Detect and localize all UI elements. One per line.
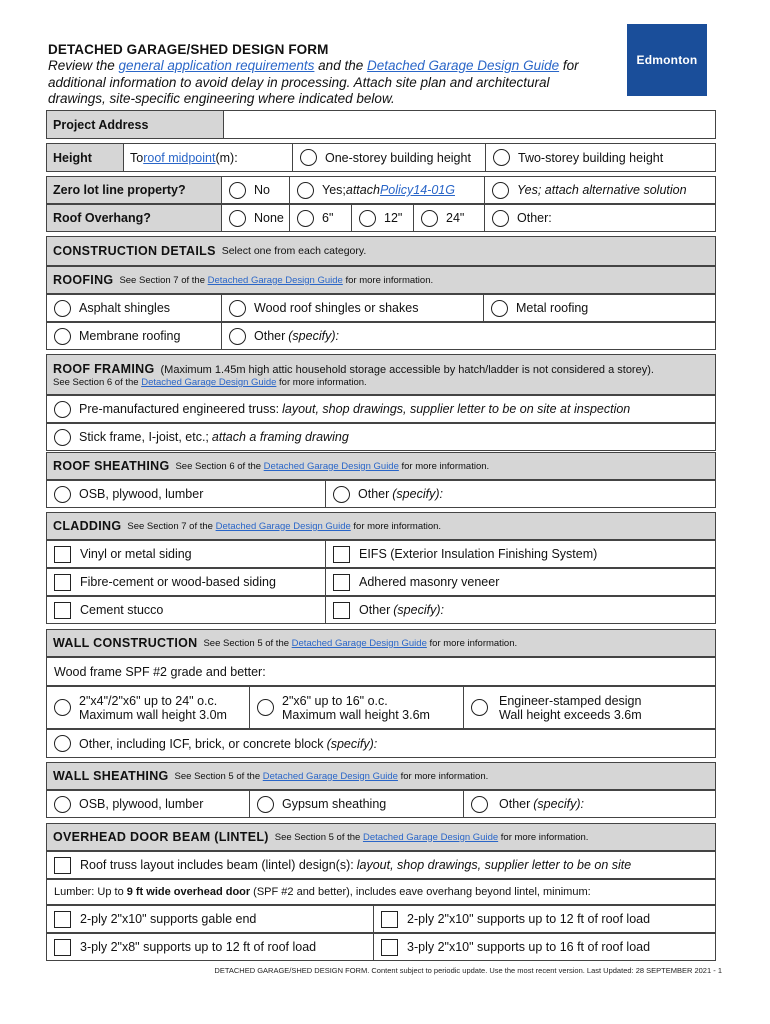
roofing-note [119,275,433,286]
framing-title: ROOF FRAMING [53,362,155,376]
zero-lot-yes-policy-option[interactable] [290,177,485,203]
cladding-other-option[interactable] [326,597,715,623]
height-row [46,143,716,172]
roofing-note-pre: See Section 7 of the [119,274,208,286]
wall-note-pre: See Section 5 of the [203,637,292,649]
wood-shingles-option[interactable] [222,295,484,321]
zero-lot-label: Zero lot line property? [47,177,222,203]
roof-sheathing-note-post: for more information. [398,460,490,472]
construction-details-header [46,236,716,266]
lintel-note [275,832,589,843]
general-requirements-link[interactable]: general application requirements [118,58,315,73]
one-storey-label: One-storey building height [325,150,471,165]
wall-sheathing-note-pre: See Section 5 of the [174,770,263,782]
checkbox-icon[interactable] [54,574,71,591]
wall-engineered-line1: Engineer-stamped design [499,693,642,708]
cladding-header [46,512,716,540]
radio-icon[interactable] [54,300,71,317]
lintel-3ply-16ft-option[interactable] [374,934,715,960]
wall-2x6-option[interactable] [250,687,464,728]
wood-shingles-label: Wood roof shingles or shakes [254,301,419,315]
checkbox-icon[interactable] [54,857,71,874]
wall-construction-note [203,638,517,649]
radio-icon[interactable] [54,699,71,716]
overhang-none-option[interactable] [222,205,290,231]
vinyl-siding-option[interactable] [47,541,326,567]
checkbox-icon[interactable] [381,939,398,956]
construction-note: Select one from each category. [221,245,367,257]
project-address-label: Project Address [47,111,224,138]
lintel-guide-link[interactable]: Detached Garage Design Guide [362,831,499,843]
wall-osb-option[interactable] [47,791,250,817]
roof-sheathing-note [175,461,489,472]
one-storey-option[interactable] [293,144,486,171]
lintel-2ply-gable-label: 2-ply 2"x10" supports gable end [80,912,257,926]
wall-engineered-line2: Wall height exceeds 3.6m [499,707,642,722]
two-storey-label: Two-storey building height [518,150,664,165]
checkbox-icon[interactable] [54,911,71,928]
form-instructions [48,58,608,108]
gypsum-label: Gypsum sheathing [282,797,387,811]
lintel-truss-row [46,851,716,879]
lumber-note-a: Lumber: Up to [54,886,124,898]
cladding-row-1 [46,540,716,568]
checkbox-icon[interactable] [333,602,350,619]
radio-icon[interactable] [493,149,510,166]
framing-row-1 [46,395,716,423]
height-unit: (m): [215,150,238,165]
zero-lot-no-option[interactable] [222,177,290,203]
stick-frame-note: attach a framing drawing [211,430,349,444]
engineered-truss-option[interactable] [47,396,630,422]
truss-lintel-label: Roof truss layout includes beam (lintel) design(s): [80,858,354,872]
wall-sheathing-other-specify: (specify): [533,797,584,811]
roofing-title: ROOFING [53,273,114,287]
wall-options-row [46,686,716,729]
roof-sheathing-guide-link[interactable]: Detached Garage Design Guide [263,460,399,472]
lintel-3ply-16ft-label: 3-ply 2"x10" supports up to 16 ft of roof load [407,940,651,954]
stick-frame-label: Stick frame, I-joist, etc.; [79,430,209,444]
radio-icon[interactable] [229,328,246,345]
checkbox-icon[interactable] [54,939,71,956]
roofing-row-2 [46,322,716,350]
overhang-other-label: Other: [517,211,552,225]
radio-icon[interactable] [54,429,71,446]
wall-2x6-line1: 2"x6" up to 16" o.c. [282,693,388,708]
two-storey-option[interactable] [486,144,715,171]
cement-stucco-label: Cement stucco [80,603,164,617]
wall-sheathing-note-post: for more information. [397,770,489,782]
radio-icon[interactable] [471,796,488,813]
wall-sheathing-row [46,790,716,818]
overhang-label: Roof Overhang? [47,205,222,231]
overhang-24-label: 24" [446,211,465,225]
page-footer: DETACHED GARAGE/SHED DESIGN FORM. Content subject to periodic update. Use the most recent version. Last Updated: 28 SEPTEMBER 2021 - 1 [214,966,722,975]
asphalt-shingles-option[interactable] [47,295,222,321]
radio-icon[interactable] [297,182,314,199]
wall-sheathing-note [175,771,489,782]
cladding-guide-link[interactable]: Detached Garage Design Guide [215,520,351,532]
lintel-title: OVERHEAD DOOR BEAM (LINTEL) [53,830,269,844]
cladding-title: CLADDING [53,519,122,533]
overhang-other-option[interactable] [485,205,715,231]
framing-guide-note [53,377,367,388]
wall-sheathing-header [46,762,716,790]
metal-roofing-option[interactable] [484,295,715,321]
radio-icon[interactable] [54,401,71,418]
lumber-note-row [46,879,716,905]
wall-osb-label: OSB, plywood, lumber [79,797,204,811]
zero-lot-yes-text: Yes; [322,183,346,197]
overhang-6-option[interactable] [290,205,352,231]
wall-subheader [46,657,716,686]
stick-frame-option[interactable] [47,424,349,450]
radio-icon[interactable] [359,210,376,227]
zero-lot-attach-text: attach [345,183,380,197]
radio-icon[interactable] [300,149,317,166]
wall-note-post: for more information. [426,637,518,649]
radio-icon[interactable] [54,328,71,345]
wall-other-specify: (specify): [326,736,378,751]
wall-sheathing-other-label: Other [499,797,531,811]
cladding-note [127,521,441,532]
gypsum-option[interactable] [250,791,464,817]
lintel-note-pre: See Section 5 of the [274,831,363,843]
framing-note: (Maximum 1.45m high attic household storage accessible by hatch/ladder is not considered a storey). [160,364,654,376]
lintel-2ply-gable-option[interactable] [47,906,374,932]
height-to: To [130,150,144,165]
instr-text-2: and the [314,58,367,73]
lintel-2ply-12ft-label: 2-ply 2"x10" supports up to 12 ft of roof load [407,912,651,926]
overhang-none-label: None [254,211,284,225]
radio-icon[interactable] [229,182,246,199]
overhang-row [46,204,716,232]
zero-lot-yes-alt-option[interactable] [485,177,715,203]
cladding-other-specify: (specify): [393,603,444,617]
roof-osb-option[interactable] [47,481,326,507]
project-address-row [46,110,716,139]
roofing-other-option[interactable] [222,323,715,349]
zero-lot-row [46,176,716,204]
membrane-roofing-label: Membrane roofing [79,329,181,343]
wall-2x4-line1: 2"x4"/2"x6" up to 24" o.c. [79,693,218,708]
roof-sheathing-other-option[interactable] [326,481,715,507]
roofing-other-label: Other [254,329,286,343]
wall-construction-title: WALL CONSTRUCTION [53,636,198,650]
radio-icon[interactable] [229,300,246,317]
eifs-option[interactable] [326,541,715,567]
policy-link[interactable]: Policy14-01G [379,183,455,197]
construction-title: CONSTRUCTION DETAILS [53,244,216,258]
wall-2x4-line2: Maximum wall height 3.0m [79,707,227,722]
roofing-row-1 [46,294,716,322]
lintel-row-2 [46,933,716,961]
overhang-6-label: 6" [322,211,334,225]
truss-lintel-note: layout, shop drawings, supplier letter to be on site [356,858,632,872]
roofing-note-post: for more information. [342,274,434,286]
engineered-truss-label: Pre-manufactured engineered truss: [79,402,280,416]
cladding-note-pre: See Section 7 of the [127,520,216,532]
form-title: DETACHED GARAGE/SHED DESIGN FORM [48,42,329,57]
wood-frame-text: Wood frame SPF #2 grade and better: [54,664,266,679]
roof-osb-label: OSB, plywood, lumber [79,487,204,501]
checkbox-icon[interactable] [333,574,350,591]
overhang-24-option[interactable] [414,205,485,231]
overhang-12-option[interactable] [352,205,414,231]
radio-icon[interactable] [421,210,438,227]
radio-icon[interactable] [471,699,488,716]
lintel-note-post: for more information. [498,831,589,843]
framing-guide-link[interactable]: Detached Garage Design Guide [141,377,277,388]
radio-icon[interactable] [257,699,274,716]
height-value-field[interactable] [124,144,293,171]
radio-icon[interactable] [491,300,508,317]
framing-row-2 [46,423,716,451]
truss-lintel-option[interactable] [47,852,631,878]
wall-engineered-option[interactable] [464,687,715,728]
instr-text-3: for additional information to avoid delay in processing. Attach site plan and architectural drawings, site-specific engineering where indicated below. [48,58,579,106]
radio-icon[interactable] [229,210,246,227]
roof-midpoint-link[interactable]: roof midpoint [143,150,216,165]
roof-sheathing-other-specify: (specify): [392,487,443,501]
radio-icon[interactable] [54,735,71,752]
wall-sheathing-guide-link[interactable]: Detached Garage Design Guide [262,770,398,782]
framing-note-post: for more information. [276,377,367,388]
wall-construction-header [46,629,716,657]
lintel-row-1 [46,905,716,933]
design-guide-link[interactable]: Detached Garage Design Guide [366,58,560,73]
roof-sheathing-row [46,480,716,508]
radio-icon[interactable] [492,210,509,227]
wall-2x4-option[interactable] [47,687,250,728]
radio-icon[interactable] [257,796,274,813]
wall-other-option[interactable] [47,730,377,757]
checkbox-icon[interactable] [54,602,71,619]
project-address-field[interactable] [224,111,715,138]
asphalt-shingles-label: Asphalt shingles [79,301,171,315]
roof-sheathing-other-label: Other [358,487,390,501]
vinyl-siding-label: Vinyl or metal siding [80,547,192,561]
roof-sheathing-note-pre: See Section 6 of the [175,460,264,472]
lintel-3ply-12ft-option[interactable] [47,934,374,960]
lumber-note-b: 9 ft wide overhead door [126,886,251,898]
roof-framing-header [46,354,716,395]
roofing-header [46,266,716,294]
form-header [48,42,608,108]
wall-other-row [46,729,716,758]
checkbox-icon[interactable] [54,546,71,563]
lintel-2ply-12ft-option[interactable] [374,906,715,932]
lintel-header [46,823,716,851]
wall-sheathing-title: WALL SHEATHING [53,769,169,783]
membrane-roofing-option[interactable] [47,323,222,349]
radio-icon[interactable] [54,486,71,503]
radio-icon[interactable] [492,182,509,199]
roof-sheathing-header [46,452,716,480]
checkbox-icon[interactable] [333,546,350,563]
roofing-guide-link[interactable]: Detached Garage Design Guide [207,274,343,286]
wall-2x6-line2: Maximum wall height 3.6m [282,707,430,722]
masonry-veneer-label: Adhered masonry veneer [359,575,500,589]
cladding-other-label: Other [359,603,391,617]
metal-roofing-label: Metal roofing [516,301,589,315]
wall-sheathing-other-option[interactable] [464,791,715,817]
zero-lot-no-label: No [254,183,270,197]
eifs-label: EIFS (Exterior Insulation Finishing System) [359,547,598,561]
instr-text-1: Review the [48,58,119,73]
fibre-cement-label: Fibre-cement or wood-based siding [80,575,276,589]
cladding-row-3 [46,596,716,624]
fibre-cement-option[interactable] [47,569,326,595]
zero-lot-alt-label: Yes; attach alternative solution [517,183,687,197]
radio-icon[interactable] [297,210,314,227]
radio-icon[interactable] [333,486,350,503]
engineered-truss-note: layout, shop drawings, supplier letter to be on site at inspection [282,402,631,416]
cladding-note-post: for more information. [350,520,442,532]
height-label: Height [47,144,124,171]
wall-other-label: Other, including ICF, brick, or concrete block [79,736,324,751]
lintel-3ply-12ft-label: 3-ply 2"x8" supports up to 12 ft of roof load [80,940,317,954]
checkbox-icon[interactable] [381,911,398,928]
framing-note-pre: See Section 6 of the [53,377,142,388]
roofing-other-specify: (specify): [288,329,339,343]
masonry-veneer-option[interactable] [326,569,715,595]
radio-icon[interactable] [54,796,71,813]
overhang-12-label: 12" [384,211,403,225]
edmonton-logo: Edmonton [627,24,707,96]
cement-stucco-option[interactable] [47,597,326,623]
roof-sheathing-title: ROOF SHEATHING [53,459,170,473]
cladding-row-2 [46,568,716,596]
lumber-note-c: (SPF #2 and better), includes eave overhang beyond lintel, minimum: [253,886,591,898]
wall-guide-link[interactable]: Detached Garage Design Guide [291,637,427,649]
